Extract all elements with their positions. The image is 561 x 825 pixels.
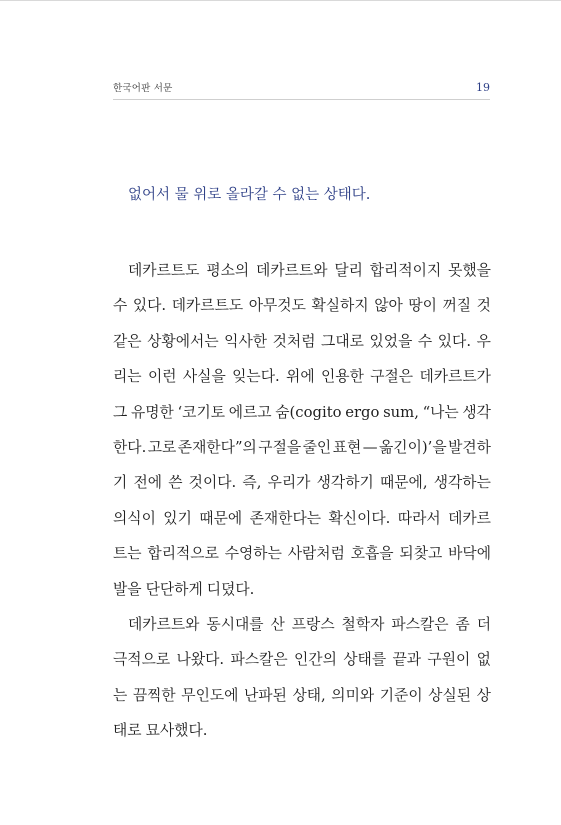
text-line: 기 전에 쓴 것이다. 즉, 우리가 생각하기 때문에, 생각하는 xyxy=(113,474,491,492)
text-line: 는 끔찍한 무인도에 난파된 상태, 의미와 기준이 상실된 상 xyxy=(113,686,491,704)
text-line: 트는 합리적으로 수영하는 사람처럼 호흡을 되찾고 바닥에 xyxy=(113,545,491,563)
quote-continuation: 없어서 물 위로 올라갈 수 없는 상태다. xyxy=(128,187,371,203)
paragraph-1 xyxy=(113,253,491,607)
text-line: 태로 묘사했다. xyxy=(113,722,208,740)
running-header-title: 한국어판 서문 xyxy=(113,83,173,94)
paragraph-2 xyxy=(113,607,491,749)
text-line: 데카르트도 평소의 데카르트와 달리 합리적이지 못했을 xyxy=(128,262,491,279)
text-line: 데카르트와 동시대를 산 프랑스 철학자 파스칼은 좀 더 xyxy=(128,616,491,633)
text-line: 한다. 고로 존재한다”의 구절을 줄인 표현 — 옮긴이)’을 발견하 xyxy=(113,438,491,456)
page-top-edge xyxy=(0,0,561,1)
text-line: 수 있다. 데카르트도 아무것도 확실하지 않아 땅이 꺼질 것 xyxy=(113,297,491,315)
text-line: 발을 단단하게 디뎠다. xyxy=(113,580,255,598)
running-header xyxy=(113,82,490,96)
text-line: 리는 이런 사실을 잊는다. 위에 인용한 구절은 데카르트가 xyxy=(113,368,491,386)
text-line: 그 유명한 ‘코기토 에르고 숨(cogito ergo sum, “나는 생각 xyxy=(113,403,491,421)
text-line: 극적으로 나왔다. 파스칼은 인간의 상태를 끝과 구원이 없 xyxy=(113,651,491,669)
page-number: 19 xyxy=(476,81,490,94)
text-line: 의식이 있기 때문에 존재한다는 확신이다. 따라서 데카르 xyxy=(113,509,491,527)
header-divider xyxy=(113,99,490,100)
text-line: 같은 상황에서는 익사한 것처럼 그대로 있었을 수 있다. 우 xyxy=(113,332,491,350)
